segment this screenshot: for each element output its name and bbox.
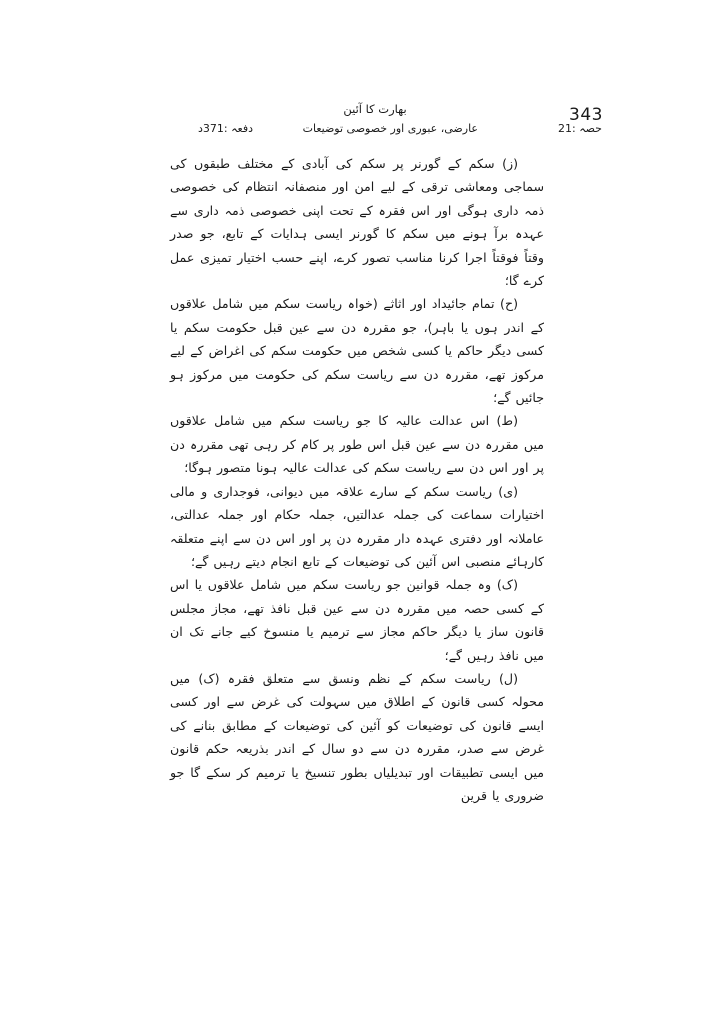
part-label: حصہ :21: [558, 122, 602, 135]
article-label: دفعہ :371د: [198, 122, 254, 135]
clause-paragraph: (ح) تمام جائیداد اور اثاثے (خواہ ریاست سکم میں شامل علاقوں کے اندر ہوں یا باہر)، جو مقررہ دن سے عین قبل حکومت سکم یا کسی دیگر حاکم یا کسی شخص میں حکومت سکم کی اغراض کے لیے مرکوز تھے، مقررہ دن سے ریاست سکم کی حکومت میں مرکوز ہو جائیں گے؛: [170, 296, 544, 406]
chapter-title: عارضی، عبوری اور خصوصی توضیعات: [302, 122, 478, 135]
clause-paragraph: (ط) اس عدالت عالیہ کا جو ریاست سکم میں شامل علاقوں میں مقررہ دن سے عین قبل اس طور پر کام کر رہی تھی مقررہ دن پر اور اس دن سے ریاست سکم کی عدالت عالیہ ہونا متصور ہوگا؛: [170, 413, 544, 476]
clause-paragraph: (ک) وہ جملہ قوانین جو ریاست سکم میں شامل علاقوں یا اس کے کسی حصہ میں مقررہ دن سے عین قبل نافذ تھے، مجاز مجلس قانون ساز یا دیگر حاکم مجاز سے ترمیم یا منسوخ کیے جانے تک ان میں نافذ رہیں گے؛: [170, 577, 544, 663]
clause-paragraph: (ز) سکم کے گورنر پر سکم کی آبادی کے مختلف طبقوں کی سماجی ومعاشی ترقی کے لیے امن اور منصفانہ انتظام کی خصوصی ذمہ داری ہوگی اور اس فقرہ کے تحت اپنی خصوصی ذمہ داری سے عہدہ برآ ہونے میں سکم کا گورنر ایسی ہدایات کے تابع، جو صدر وقتاً فوقتاً اجرا کرنا مناسب تصور کرے، اپنے حسب اختیار تمیزی عمل کرے گا؛: [170, 156, 544, 289]
page-header: [198, 122, 602, 138]
clause-paragraph: (ی) ریاست سکم کے سارے علاقہ میں دیوانی، فوجداری و مالی اختیارات سماعت کی جملہ عدالتیں، جملہ حکام اور جملہ عدالتی، عاملانہ اور دفتری عہدہ دار مقررہ دن پر اور اس دن سے اپنے متعلقہ کارہائے منصبی اس آئین کی توضیعات کے تابع انجام دیتے رہیں گے؛: [170, 483, 544, 569]
article-body: [170, 152, 544, 807]
running-title: بھارت کا آئین: [343, 102, 407, 116]
page-number: 343: [569, 105, 603, 125]
clause-paragraph: (ل) ریاست سکم کے نظم ونسق سے متعلق فقرہ (ک) میں محولہ کسی قانون کے اطلاق میں سہولت کی غرض سے اور کسی ایسے قانون کی توضیعات کو آئین کی توضیعات کے مطابق بنانے کی غرض سے صدر، مقررہ دن سے دو سال کے اندر بذریعہ حکم قانون میں ایسی تطبیقات اور تبدیلیاں بطور تنسیخ یا ترمیم کر سکے گا جو ضروری یا قرین: [170, 670, 544, 803]
